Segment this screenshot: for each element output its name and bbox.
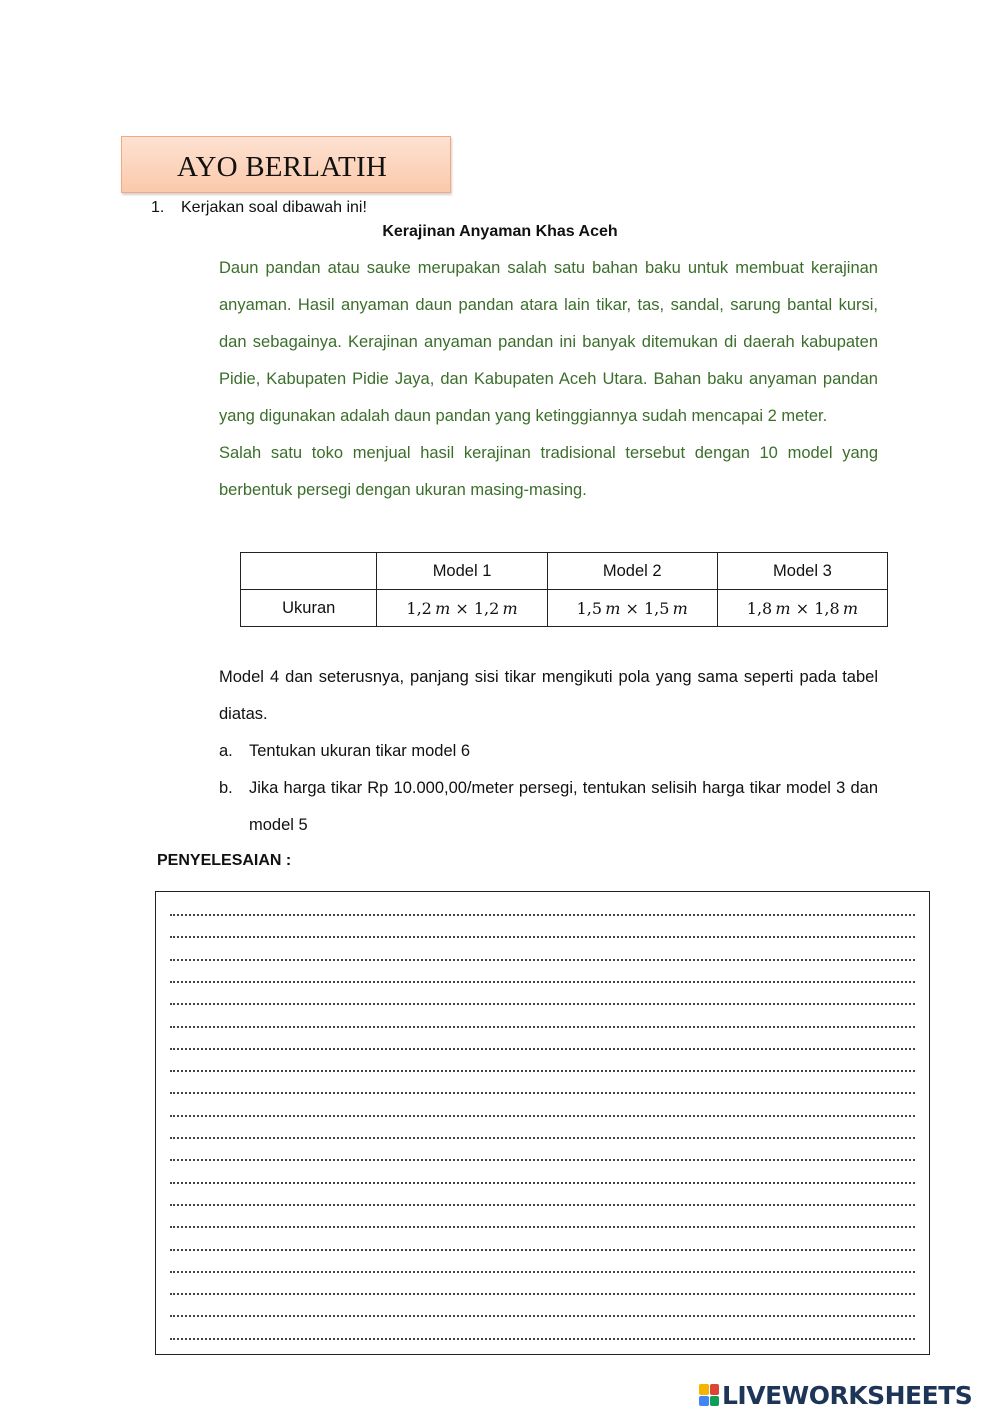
answer-line bbox=[170, 936, 915, 938]
title-banner bbox=[121, 136, 451, 193]
item-label: a. bbox=[219, 742, 233, 760]
size-unit: m bbox=[435, 598, 451, 618]
question-instruction bbox=[151, 199, 367, 217]
answer-line bbox=[170, 1249, 915, 1251]
answer-line bbox=[170, 1003, 915, 1005]
size-value: 1,8 bbox=[814, 598, 840, 618]
size-unit: m bbox=[775, 598, 791, 618]
article-body bbox=[219, 250, 878, 509]
list-item bbox=[219, 770, 878, 844]
logo-square bbox=[710, 1396, 720, 1407]
instruction-text: Kerjakan soal dibawah ini! bbox=[181, 199, 367, 216]
answer-line bbox=[170, 1182, 915, 1184]
size-value: 1,5 bbox=[644, 598, 670, 618]
answer-line bbox=[170, 1048, 915, 1050]
size-value: 1,8 bbox=[746, 598, 773, 618]
answer-line bbox=[170, 1070, 915, 1072]
table-header-row bbox=[241, 553, 888, 590]
banner-title: AYO BERLATIH bbox=[177, 151, 387, 183]
answer-line bbox=[170, 1159, 915, 1161]
list-item bbox=[219, 733, 878, 770]
paragraph-2: Salah satu toko menjual hasil kerajinan tradisional tersebut dengan 10 model yang berbentuk persegi dengan ukuran masing-masing. bbox=[219, 444, 878, 499]
liveworksheets-logo bbox=[699, 1380, 972, 1410]
answer-line bbox=[170, 981, 915, 983]
size-unit: m bbox=[842, 598, 859, 618]
times-sign: × bbox=[625, 598, 639, 618]
answer-box[interactable] bbox=[155, 891, 930, 1355]
logo-square bbox=[699, 1384, 709, 1395]
item-text: Jika harga tikar Rp 10.000,00/meter persegi, tentukan selisih harga tikar model 3 dan model 5 bbox=[249, 779, 878, 834]
size-unit: m bbox=[605, 598, 621, 618]
size-value: 1,2 bbox=[473, 598, 500, 618]
answer-line bbox=[170, 1204, 915, 1206]
question-number: 1. bbox=[151, 199, 165, 216]
table-header-cell bbox=[241, 553, 377, 590]
answer-line bbox=[170, 959, 915, 961]
item-label: b. bbox=[219, 779, 233, 797]
answer-line bbox=[170, 1338, 915, 1340]
followup-text: Model 4 dan seterusnya, panjang sisi tikar mengikuti pola yang sama seperti pada tabel diatas. bbox=[219, 668, 878, 723]
times-sign: × bbox=[795, 598, 810, 618]
logo-square bbox=[710, 1384, 720, 1395]
answer-line bbox=[170, 1293, 915, 1295]
answer-line bbox=[170, 1137, 915, 1139]
logo-icon bbox=[699, 1384, 719, 1406]
size-unit: m bbox=[672, 598, 688, 618]
size-cell-model-1 bbox=[377, 590, 547, 627]
answer-line bbox=[170, 914, 915, 916]
answer-line bbox=[170, 1315, 915, 1317]
answer-line bbox=[170, 1271, 915, 1273]
times-sign: × bbox=[455, 598, 469, 618]
size-value: 1,2 bbox=[406, 598, 432, 618]
article-title: Kerajinan Anyaman Khas Aceh bbox=[382, 223, 618, 240]
answer-line bbox=[170, 1026, 915, 1028]
logo-text: LIVEWORKSHEETS bbox=[722, 1380, 973, 1410]
row-label: Ukuran bbox=[241, 590, 377, 627]
size-cell-model-2 bbox=[547, 590, 717, 627]
table-header-cell: Model 3 bbox=[717, 553, 887, 590]
size-cell-model-3 bbox=[717, 590, 887, 627]
answer-line bbox=[170, 1092, 915, 1094]
size-table bbox=[240, 552, 888, 627]
item-text: Tentukan ukuran tikar model 6 bbox=[249, 742, 471, 760]
size-value: 1,5 bbox=[576, 598, 603, 618]
answer-line bbox=[170, 1226, 915, 1228]
table-header-cell: Model 1 bbox=[377, 553, 547, 590]
followup-section bbox=[219, 659, 878, 844]
paragraph-1: Daun pandan atau sauke merupakan salah satu bahan baku untuk membuat kerajinan anyaman. Hasil anyaman daun pandan atara lain tikar, tas, sandal, sarung bantal kursi, dan sebagainya. Kerajinan anyaman pandan ini banyak ditemukan di daerah kabupaten Pidie, Kabupaten Pidie Jaya, dan Kabupaten Aceh Utara. Bahan baku anyaman pandan yang digunakan adalah daun pandan yang ketinggiannya sudah mencapai 2 meter. bbox=[219, 259, 878, 425]
logo-square bbox=[699, 1396, 709, 1407]
table-row bbox=[241, 590, 888, 627]
table-header-cell: Model 2 bbox=[547, 553, 717, 590]
answer-line bbox=[170, 1115, 915, 1117]
answer-label: PENYELESAIAN : bbox=[157, 852, 292, 869]
size-unit: m bbox=[502, 598, 518, 618]
